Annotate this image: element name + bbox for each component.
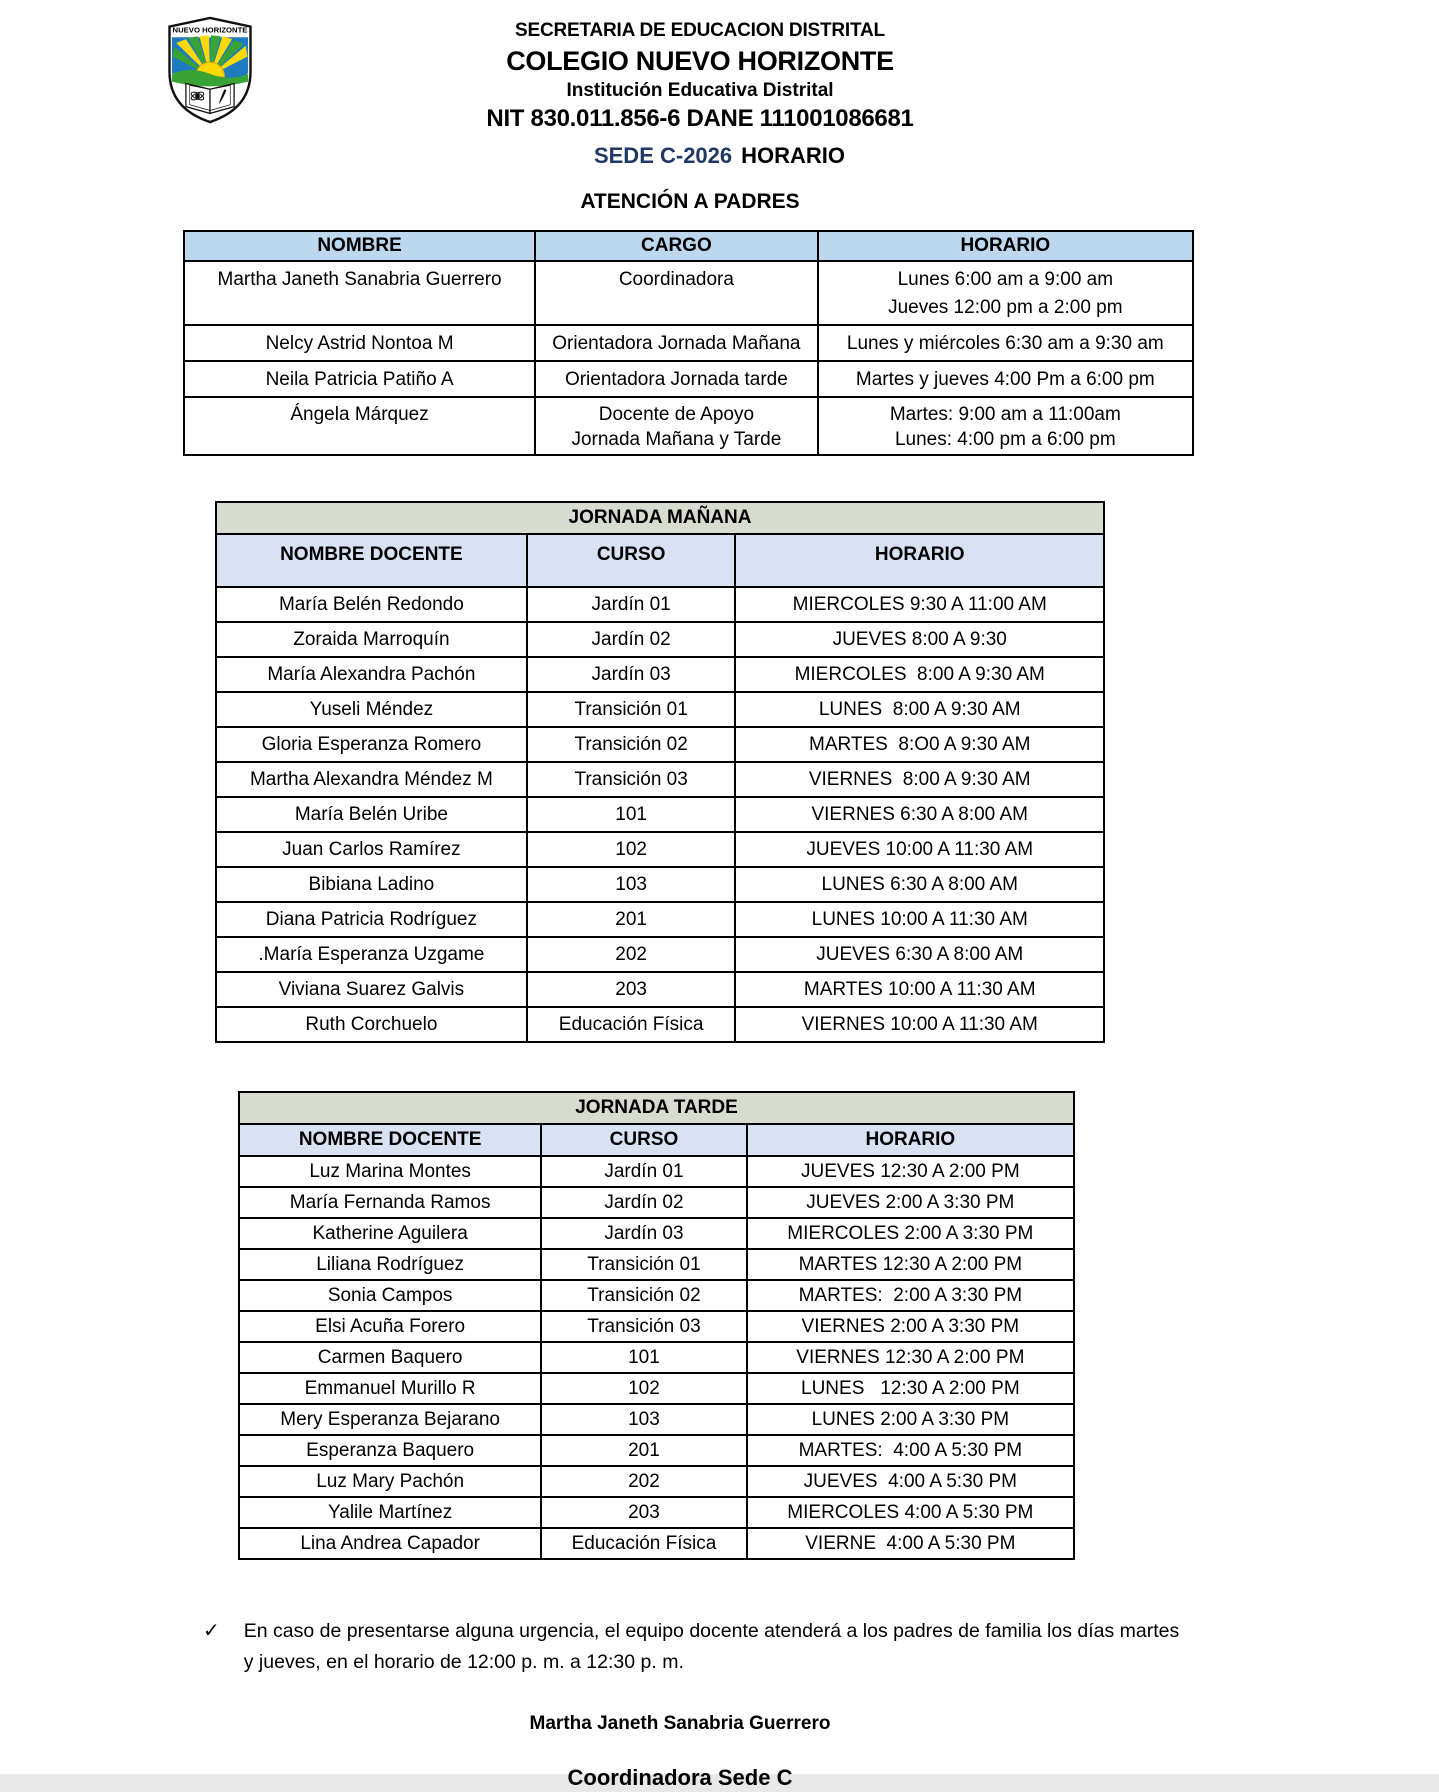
staff-horario: Martes y jueves 4:00 Pm a 6:00 pm — [818, 361, 1193, 397]
table-row — [239, 1156, 1074, 1187]
jornada-manana-title: JORNADA MAÑANA — [216, 502, 1104, 534]
table-row — [239, 1435, 1074, 1466]
docente-name: Mery Esperanza Bejarano — [239, 1404, 541, 1435]
horario-line: Jueves 12:00 pm a 2:00 pm — [888, 297, 1123, 318]
horario: VIERNES 2:00 A 3:30 PM — [747, 1311, 1074, 1342]
horario: MIERCOLES 2:00 A 3:30 PM — [747, 1218, 1074, 1249]
docente-name: María Alexandra Pachón — [216, 657, 527, 692]
table-row — [184, 325, 1193, 361]
horario: JUEVES 8:00 A 9:30 — [735, 622, 1104, 657]
docente-name: Yuseli Méndez — [216, 692, 527, 727]
table-row — [216, 902, 1104, 937]
curso: 101 — [541, 1342, 746, 1373]
docente-name: .María Esperanza Uzgame — [216, 937, 527, 972]
horario: MARTES 12:30 A 2:00 PM — [747, 1249, 1074, 1280]
table-row — [184, 397, 1193, 455]
column-header-horario: HORARIO — [747, 1124, 1074, 1156]
column-header-nombre: NOMBRE — [184, 231, 535, 261]
curso: 103 — [527, 867, 736, 902]
horario: MIERCOLES 4:00 A 5:30 PM — [747, 1497, 1074, 1528]
curso: Educación Física — [541, 1528, 746, 1559]
staff-cargo — [535, 261, 818, 325]
horario: VIERNES 8:00 A 9:30 AM — [735, 762, 1104, 797]
curso: Transición 02 — [541, 1280, 746, 1311]
table-row — [239, 1187, 1074, 1218]
table-row — [239, 1528, 1074, 1559]
curso: Jardín 03 — [527, 657, 736, 692]
horario: MARTES 8:O0 A 9:30 AM — [735, 727, 1104, 762]
staff-cargo — [535, 397, 818, 455]
docente-name: Yalile Martínez — [239, 1497, 541, 1528]
horario-line: Martes: 9:00 am a 11:00am — [889, 404, 1121, 425]
horario: LUNES 12:30 A 2:00 PM — [747, 1373, 1074, 1404]
table-row — [239, 1466, 1074, 1497]
curso: Transición 03 — [541, 1311, 746, 1342]
docente-name: Zoraida Marroquín — [216, 622, 527, 657]
horario: JUEVES 6:30 A 8:00 AM — [735, 937, 1104, 972]
horario: JUEVES 4:00 A 5:30 PM — [747, 1466, 1074, 1497]
curso: 202 — [541, 1466, 746, 1497]
curso: 101 — [527, 797, 736, 832]
curso: Educación Física — [527, 1007, 736, 1042]
horario: MARTES: 4:00 A 5:30 PM — [747, 1435, 1074, 1466]
curso: Transición 03 — [527, 762, 736, 797]
table-row — [216, 692, 1104, 727]
signature-name: Martha Janeth Sanabria Guerrero — [529, 1713, 831, 1734]
docente-name: Viviana Suarez Galvis — [216, 972, 527, 1007]
docente-name: Emmanuel Murillo R — [239, 1373, 541, 1404]
column-header-curso: CURSO — [541, 1124, 746, 1156]
docente-name: Diana Patricia Rodríguez — [216, 902, 527, 937]
curso: 102 — [527, 832, 736, 867]
table-row — [239, 1342, 1074, 1373]
signature-role: Coordinadora Sede C — [567, 1765, 793, 1790]
docente-name: María Fernanda Ramos — [239, 1187, 541, 1218]
curso: Transición 02 — [527, 727, 736, 762]
staff-horario: Lunes y miércoles 6:30 am a 9:30 am — [818, 325, 1193, 361]
table-row — [216, 587, 1104, 622]
horario: LUNES 8:00 A 9:30 AM — [735, 692, 1104, 727]
letterhead-line3: Institución Educativa Distrital — [566, 80, 834, 101]
horario: MARTES 10:00 A 11:30 AM — [735, 972, 1104, 1007]
atencion-padres-table — [183, 230, 1194, 456]
docente-name: Carmen Baquero — [239, 1342, 541, 1373]
staff-cargo: Orientadora Jornada tarde — [535, 361, 818, 397]
urgency-note — [203, 1616, 1203, 1678]
table-row — [184, 361, 1193, 397]
horario: LUNES 10:00 A 11:30 AM — [735, 902, 1104, 937]
docente-name: Sonia Campos — [239, 1280, 541, 1311]
horario: MIERCOLES 8:00 A 9:30 AM — [735, 657, 1104, 692]
horario-line: Lunes: 4:00 pm a 6:00 pm — [894, 429, 1116, 450]
column-header-cargo: CARGO — [535, 231, 818, 261]
curso: Transición 01 — [541, 1249, 746, 1280]
jornada-tarde-table — [238, 1091, 1075, 1560]
logo-banner-text: NUEVO HORIZONTE — [172, 25, 248, 35]
docente-name: Luz Mary Pachón — [239, 1466, 541, 1497]
docente-name: Martha Alexandra Méndez M — [216, 762, 527, 797]
docente-name: Katherine Aguilera — [239, 1218, 541, 1249]
curso: Jardín 02 — [527, 622, 736, 657]
urgency-note-text: En caso de presentarse alguna urgencia, el equipo docente atenderá a los padres de familia los días martes y jueves, en el horario de 12:00 p. m. a 12:30 p. m. — [243, 1620, 1180, 1673]
column-header-curso: CURSO — [527, 534, 736, 587]
docente-name: Lina Andrea Capador — [239, 1528, 541, 1559]
curso: Jardín 02 — [541, 1187, 746, 1218]
curso: 102 — [541, 1373, 746, 1404]
staff-name: Martha Janeth Sanabria Guerrero — [184, 261, 535, 325]
curso: 203 — [527, 972, 736, 1007]
sede-label: SEDE C-2026 — [593, 143, 733, 168]
letterhead-nit-dane: NIT 830.011.856-6 DANE 111001086681 — [486, 105, 914, 132]
horario: VIERNES 10:00 A 11:30 AM — [735, 1007, 1104, 1042]
school-logo-icon — [166, 16, 254, 124]
table-row — [239, 1497, 1074, 1528]
horario: VIERNE 4:00 A 5:30 PM — [747, 1528, 1074, 1559]
curso: 203 — [541, 1497, 746, 1528]
table-row — [216, 727, 1104, 762]
cargo-line: Jornada Mañana y Tarde — [571, 429, 782, 450]
table-row — [216, 622, 1104, 657]
docente-name: María Belén Uribe — [216, 797, 527, 832]
curso: 201 — [527, 902, 736, 937]
table-row — [216, 762, 1104, 797]
curso: 201 — [541, 1435, 746, 1466]
cargo-line: Coordinadora — [618, 269, 734, 290]
table-row — [239, 1280, 1074, 1311]
horario: JUEVES 2:00 A 3:30 PM — [747, 1187, 1074, 1218]
jornada-tarde-title: JORNADA TARDE — [239, 1092, 1074, 1124]
staff-name: Nelcy Astrid Nontoa M — [184, 325, 535, 361]
horario: JUEVES 10:00 A 11:30 AM — [735, 832, 1104, 867]
docente-name: Gloria Esperanza Romero — [216, 727, 527, 762]
docente-name: Esperanza Baquero — [239, 1435, 541, 1466]
horario-line: Lunes 6:00 am a 9:00 am — [897, 269, 1114, 290]
docente-name: Bibiana Ladino — [216, 867, 527, 902]
column-header-nombre-docente: NOMBRE DOCENTE — [239, 1124, 541, 1156]
table-row — [216, 1007, 1104, 1042]
curso: 103 — [541, 1404, 746, 1435]
column-header-horario: HORARIO — [818, 231, 1193, 261]
table-row — [239, 1249, 1074, 1280]
horario: LUNES 6:30 A 8:00 AM — [735, 867, 1104, 902]
curso: Jardín 03 — [541, 1218, 746, 1249]
table-row — [184, 261, 1193, 325]
table-header-row — [216, 534, 1104, 587]
letterhead-school-name: COLEGIO NUEVO HORIZONTE — [506, 46, 894, 76]
docente-name: María Belén Redondo — [216, 587, 527, 622]
staff-horario — [818, 397, 1193, 455]
table-header-row — [184, 231, 1193, 261]
checkmark-icon: ✓ — [203, 1620, 220, 1642]
table-row — [216, 797, 1104, 832]
staff-name: Neila Patricia Patiño A — [184, 361, 535, 397]
table-row — [239, 1404, 1074, 1435]
curso: Jardín 01 — [527, 587, 736, 622]
column-header-horario: HORARIO — [735, 534, 1104, 587]
cargo-line: Docente de Apoyo — [598, 404, 755, 425]
docente-name: Elsi Acuña Forero — [239, 1311, 541, 1342]
horario: VIERNES 12:30 A 2:00 PM — [747, 1342, 1074, 1373]
jornada-manana-table — [215, 501, 1105, 1043]
staff-cargo: Orientadora Jornada Mañana — [535, 325, 818, 361]
horario: LUNES 2:00 A 3:30 PM — [747, 1404, 1074, 1435]
table-row — [239, 1373, 1074, 1404]
table-row — [216, 657, 1104, 692]
table-row — [216, 972, 1104, 1007]
curso: 202 — [527, 937, 736, 972]
staff-name: Ángela Márquez — [184, 397, 535, 455]
sede-suffix: HORARIO — [741, 143, 846, 168]
horario: JUEVES 12:30 A 2:00 PM — [747, 1156, 1074, 1187]
letterhead-line1: SECRETARIA DE EDUCACION DISTRITAL — [515, 20, 885, 41]
table-row — [239, 1311, 1074, 1342]
table-header-row — [239, 1124, 1074, 1156]
docente-name: Luz Marina Montes — [239, 1156, 541, 1187]
table-row — [216, 832, 1104, 867]
table-title-row — [239, 1092, 1074, 1124]
horario: MIERCOLES 9:30 A 11:00 AM — [735, 587, 1104, 622]
horario: MARTES: 2:00 A 3:30 PM — [747, 1280, 1074, 1311]
horario: VIERNES 6:30 A 8:00 AM — [735, 797, 1104, 832]
column-header-nombre-docente: NOMBRE DOCENTE — [216, 534, 527, 587]
table-row — [216, 867, 1104, 902]
docente-name: Juan Carlos Ramírez — [216, 832, 527, 867]
page-title: ATENCIÓN A PADRES — [580, 190, 800, 213]
sede-title — [0, 142, 1439, 170]
staff-horario — [818, 261, 1193, 325]
docente-name: Liliana Rodríguez — [239, 1249, 541, 1280]
curso: Transición 01 — [527, 692, 736, 727]
docente-name: Ruth Corchuelo — [216, 1007, 527, 1042]
table-row — [216, 937, 1104, 972]
curso: Jardín 01 — [541, 1156, 746, 1187]
table-title-row — [216, 502, 1104, 534]
table-row — [239, 1218, 1074, 1249]
